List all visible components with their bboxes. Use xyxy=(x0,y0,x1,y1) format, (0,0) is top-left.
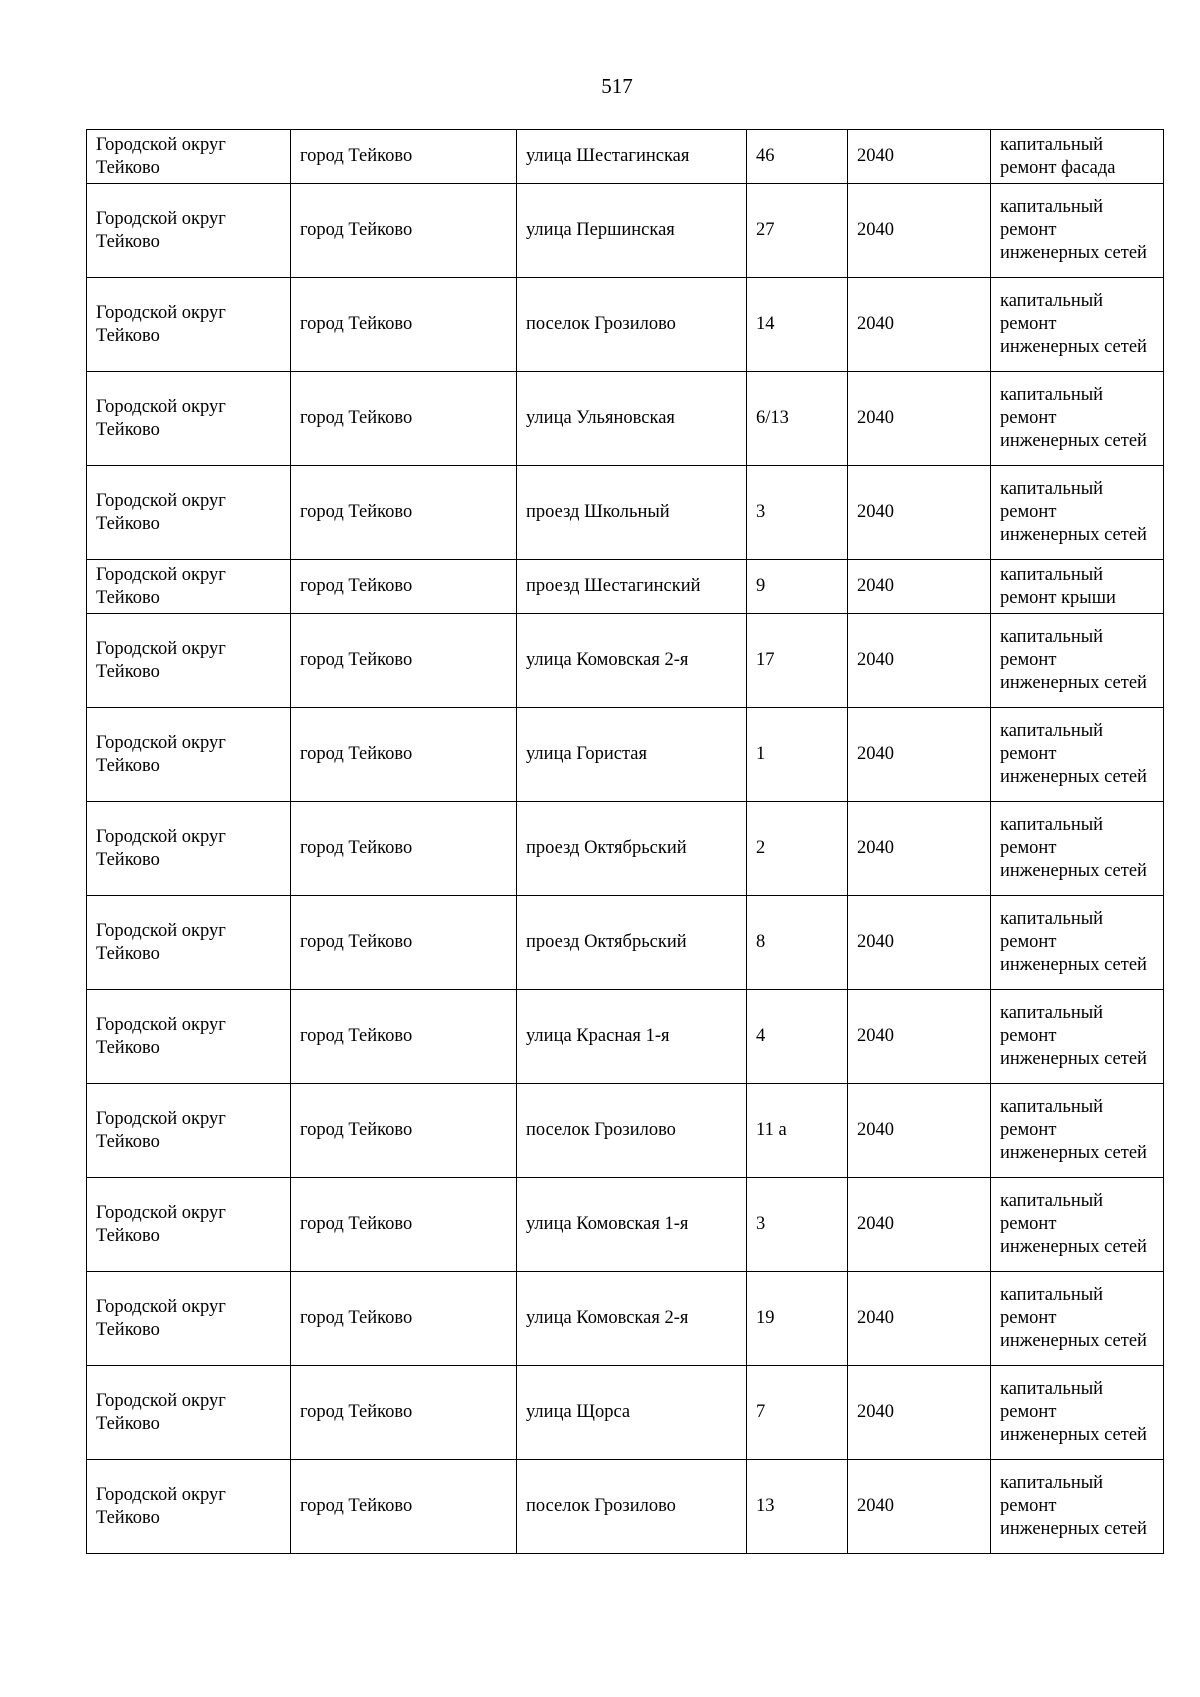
work-type-cell xyxy=(991,466,1164,560)
settlement-cell xyxy=(291,466,517,560)
work-type-text: капитальный ремонт инженерных сетей xyxy=(1000,721,1147,787)
municipality-cell xyxy=(87,1272,291,1366)
year-cell xyxy=(848,1178,991,1272)
year-cell xyxy=(848,560,991,614)
street-text: поселок Грозилово xyxy=(526,314,676,334)
settlement-text: город Тейково xyxy=(300,1308,413,1328)
table-row xyxy=(87,278,1164,372)
year-cell xyxy=(848,130,991,184)
house-number-text: 46 xyxy=(756,146,775,166)
year-text: 2040 xyxy=(857,650,894,670)
work-type-text: капитальный ремонт инженерных сетей xyxy=(1000,815,1147,881)
work-type-text: капитальный ремонт инженерных сетей xyxy=(1000,909,1147,975)
house-number-text: 6/13 xyxy=(756,408,789,428)
municipality-cell xyxy=(87,372,291,466)
street-cell xyxy=(517,802,747,896)
work-type-cell xyxy=(991,802,1164,896)
street-text: проезд Школьный xyxy=(526,502,670,522)
street-cell xyxy=(517,372,747,466)
table-row xyxy=(87,1178,1164,1272)
municipality-text: Городской округ Тейково xyxy=(96,1108,226,1152)
municipality-text: Городской округ Тейково xyxy=(96,732,226,776)
settlement-text: город Тейково xyxy=(300,1402,413,1422)
year-text: 2040 xyxy=(857,932,894,952)
settlement-cell xyxy=(291,1084,517,1178)
street-cell xyxy=(517,990,747,1084)
work-type-cell xyxy=(991,896,1164,990)
street-text: улица Комовская 1-я xyxy=(526,1214,689,1234)
street-cell xyxy=(517,1084,747,1178)
municipality-cell xyxy=(87,896,291,990)
settlement-text: город Тейково xyxy=(300,744,413,764)
settlement-cell xyxy=(291,1178,517,1272)
house-number-cell xyxy=(747,184,848,278)
street-cell xyxy=(517,130,747,184)
work-type-text: капитальный ремонт инженерных сетей xyxy=(1000,291,1147,357)
work-type-cell xyxy=(991,278,1164,372)
table-row xyxy=(87,1272,1164,1366)
year-text: 2040 xyxy=(857,408,894,428)
house-number-text: 9 xyxy=(756,576,766,596)
settlement-text: город Тейково xyxy=(300,502,413,522)
street-text: поселок Грозилово xyxy=(526,1120,676,1140)
house-number-text: 14 xyxy=(756,314,775,334)
table-row xyxy=(87,614,1164,708)
settlement-text: город Тейково xyxy=(300,408,413,428)
house-number-cell xyxy=(747,1084,848,1178)
street-cell xyxy=(517,278,747,372)
table-row xyxy=(87,1084,1164,1178)
street-cell xyxy=(517,466,747,560)
street-cell xyxy=(517,1366,747,1460)
year-cell xyxy=(848,1366,991,1460)
house-number-cell xyxy=(747,896,848,990)
house-number-text: 13 xyxy=(756,1496,775,1516)
settlement-cell xyxy=(291,708,517,802)
work-type-text: капитальный ремонт фасада xyxy=(1000,134,1116,178)
street-text: проезд Октябрьский xyxy=(526,838,687,858)
settlement-text: город Тейково xyxy=(300,576,413,596)
year-text: 2040 xyxy=(857,1496,894,1516)
house-number-text: 3 xyxy=(756,1214,766,1234)
year-text: 2040 xyxy=(857,1026,894,1046)
table-row xyxy=(87,372,1164,466)
street-cell xyxy=(517,708,747,802)
municipality-cell xyxy=(87,130,291,184)
street-text: проезд Октябрьский xyxy=(526,932,687,952)
table-row xyxy=(87,896,1164,990)
year-cell xyxy=(848,1084,991,1178)
settlement-text: город Тейково xyxy=(300,314,413,334)
street-text: улица Шестагинская xyxy=(526,146,690,166)
municipality-text: Городской округ Тейково xyxy=(96,490,226,534)
table-row xyxy=(87,184,1164,278)
settlement-text: город Тейково xyxy=(300,1214,413,1234)
year-cell xyxy=(848,372,991,466)
settlement-cell xyxy=(291,278,517,372)
street-cell xyxy=(517,560,747,614)
work-type-text: капитальный ремонт инженерных сетей xyxy=(1000,385,1147,451)
year-cell xyxy=(848,802,991,896)
table-row xyxy=(87,560,1164,614)
settlement-text: город Тейково xyxy=(300,932,413,952)
municipality-text: Городской округ Тейково xyxy=(96,1296,226,1340)
work-type-text: капитальный ремонт крыши xyxy=(1000,564,1116,608)
work-type-cell xyxy=(991,560,1164,614)
municipality-cell xyxy=(87,466,291,560)
settlement-text: город Тейково xyxy=(300,146,413,166)
year-text: 2040 xyxy=(857,146,894,166)
work-type-cell xyxy=(991,1178,1164,1272)
work-type-cell xyxy=(991,1272,1164,1366)
year-text: 2040 xyxy=(857,220,894,240)
municipality-text: Городской округ Тейково xyxy=(96,302,226,346)
municipality-cell xyxy=(87,990,291,1084)
year-cell xyxy=(848,990,991,1084)
municipality-cell xyxy=(87,1460,291,1554)
house-number-text: 19 xyxy=(756,1308,775,1328)
settlement-cell xyxy=(291,184,517,278)
municipality-text: Городской округ Тейково xyxy=(96,564,226,608)
work-type-cell xyxy=(991,708,1164,802)
street-cell xyxy=(517,184,747,278)
house-number-cell xyxy=(747,372,848,466)
year-text: 2040 xyxy=(857,1308,894,1328)
work-type-text: капитальный ремонт инженерных сетей xyxy=(1000,1191,1147,1257)
year-text: 2040 xyxy=(857,502,894,522)
work-type-cell xyxy=(991,614,1164,708)
street-cell xyxy=(517,1178,747,1272)
house-number-cell xyxy=(747,560,848,614)
year-text: 2040 xyxy=(857,1214,894,1234)
settlement-cell xyxy=(291,130,517,184)
street-text: улица Гористая xyxy=(526,744,648,764)
settlement-cell xyxy=(291,896,517,990)
house-number-cell xyxy=(747,130,848,184)
repair-schedule-table xyxy=(86,129,1164,1554)
house-number-text: 8 xyxy=(756,932,766,952)
work-type-cell xyxy=(991,1084,1164,1178)
house-number-text: 11 а xyxy=(756,1120,787,1140)
municipality-cell xyxy=(87,1178,291,1272)
year-cell xyxy=(848,278,991,372)
street-text: улица Комовская 2-я xyxy=(526,1308,689,1328)
municipality-text: Городской округ Тейково xyxy=(96,1202,226,1246)
municipality-text: Городской округ Тейково xyxy=(96,920,226,964)
street-text: улица Щорса xyxy=(526,1402,631,1422)
municipality-cell xyxy=(87,184,291,278)
house-number-text: 27 xyxy=(756,220,775,240)
year-cell xyxy=(848,614,991,708)
work-type-text: капитальный ремонт инженерных сетей xyxy=(1000,479,1147,545)
year-cell xyxy=(848,184,991,278)
settlement-text: город Тейково xyxy=(300,838,413,858)
municipality-text: Городской округ Тейково xyxy=(96,1484,226,1528)
work-type-cell xyxy=(991,130,1164,184)
table-row xyxy=(87,1366,1164,1460)
year-text: 2040 xyxy=(857,744,894,764)
municipality-cell xyxy=(87,1084,291,1178)
settlement-text: город Тейково xyxy=(300,1496,413,1516)
work-type-text: капитальный ремонт инженерных сетей xyxy=(1000,1003,1147,1069)
house-number-text: 4 xyxy=(756,1026,766,1046)
house-number-text: 3 xyxy=(756,502,766,522)
settlement-text: город Тейково xyxy=(300,650,413,670)
work-type-cell xyxy=(991,1366,1164,1460)
house-number-text: 7 xyxy=(756,1402,766,1422)
street-text: проезд Шестагинский xyxy=(526,576,701,596)
street-text: улица Першинская xyxy=(526,220,675,240)
work-type-text: капитальный ремонт инженерных сетей xyxy=(1000,1473,1147,1539)
table-row xyxy=(87,466,1164,560)
work-type-text: капитальный ремонт инженерных сетей xyxy=(1000,197,1147,263)
settlement-cell xyxy=(291,614,517,708)
municipality-cell xyxy=(87,560,291,614)
settlement-text: город Тейково xyxy=(300,220,413,240)
street-cell xyxy=(517,896,747,990)
street-cell xyxy=(517,1460,747,1554)
house-number-text: 1 xyxy=(756,744,766,764)
settlement-cell xyxy=(291,1460,517,1554)
municipality-text: Городской округ Тейково xyxy=(96,1014,226,1058)
house-number-cell xyxy=(747,802,848,896)
settlement-cell xyxy=(291,1366,517,1460)
work-type-cell xyxy=(991,990,1164,1084)
settlement-cell xyxy=(291,560,517,614)
year-text: 2040 xyxy=(857,576,894,596)
table-row xyxy=(87,1460,1164,1554)
municipality-cell xyxy=(87,278,291,372)
table-body xyxy=(87,130,1164,1554)
year-text: 2040 xyxy=(857,1402,894,1422)
street-text: поселок Грозилово xyxy=(526,1496,676,1516)
settlement-cell xyxy=(291,990,517,1084)
page-number: 517 xyxy=(601,74,633,98)
municipality-cell xyxy=(87,802,291,896)
house-number-cell xyxy=(747,614,848,708)
municipality-text: Городской округ Тейково xyxy=(96,826,226,870)
work-type-text: капитальный ремонт инженерных сетей xyxy=(1000,1285,1147,1351)
settlement-text: город Тейково xyxy=(300,1120,413,1140)
table-row xyxy=(87,990,1164,1084)
house-number-cell xyxy=(747,466,848,560)
house-number-text: 2 xyxy=(756,838,766,858)
municipality-text: Городской округ Тейково xyxy=(96,134,226,178)
house-number-cell xyxy=(747,708,848,802)
house-number-cell xyxy=(747,278,848,372)
work-type-cell xyxy=(991,1460,1164,1554)
house-number-text: 17 xyxy=(756,650,775,670)
street-text: улица Комовская 2-я xyxy=(526,650,689,670)
house-number-cell xyxy=(747,1178,848,1272)
municipality-text: Городской округ Тейково xyxy=(96,396,226,440)
year-text: 2040 xyxy=(857,314,894,334)
work-type-text: капитальный ремонт инженерных сетей xyxy=(1000,627,1147,693)
work-type-cell xyxy=(991,372,1164,466)
house-number-cell xyxy=(747,1460,848,1554)
municipality-text: Городской округ Тейково xyxy=(96,1390,226,1434)
year-text: 2040 xyxy=(857,1120,894,1140)
settlement-cell xyxy=(291,1272,517,1366)
table-row xyxy=(87,130,1164,184)
year-cell xyxy=(848,1272,991,1366)
table-row xyxy=(87,802,1164,896)
municipality-text: Городской округ Тейково xyxy=(96,208,226,252)
settlement-text: город Тейково xyxy=(300,1026,413,1046)
year-cell xyxy=(848,466,991,560)
year-cell xyxy=(848,708,991,802)
municipality-text: Городской округ Тейково xyxy=(96,638,226,682)
street-text: улица Ульяновская xyxy=(526,408,675,428)
house-number-cell xyxy=(747,1366,848,1460)
street-cell xyxy=(517,614,747,708)
settlement-cell xyxy=(291,802,517,896)
street-cell xyxy=(517,1272,747,1366)
municipality-cell xyxy=(87,614,291,708)
settlement-cell xyxy=(291,372,517,466)
year-text: 2040 xyxy=(857,838,894,858)
table-row xyxy=(87,708,1164,802)
year-cell xyxy=(848,1460,991,1554)
work-type-text: капитальный ремонт инженерных сетей xyxy=(1000,1097,1147,1163)
municipality-cell xyxy=(87,1366,291,1460)
house-number-cell xyxy=(747,990,848,1084)
work-type-text: капитальный ремонт инженерных сетей xyxy=(1000,1379,1147,1445)
house-number-cell xyxy=(747,1272,848,1366)
street-text: улица Красная 1-я xyxy=(526,1026,670,1046)
year-cell xyxy=(848,896,991,990)
municipality-cell xyxy=(87,708,291,802)
work-type-cell xyxy=(991,184,1164,278)
